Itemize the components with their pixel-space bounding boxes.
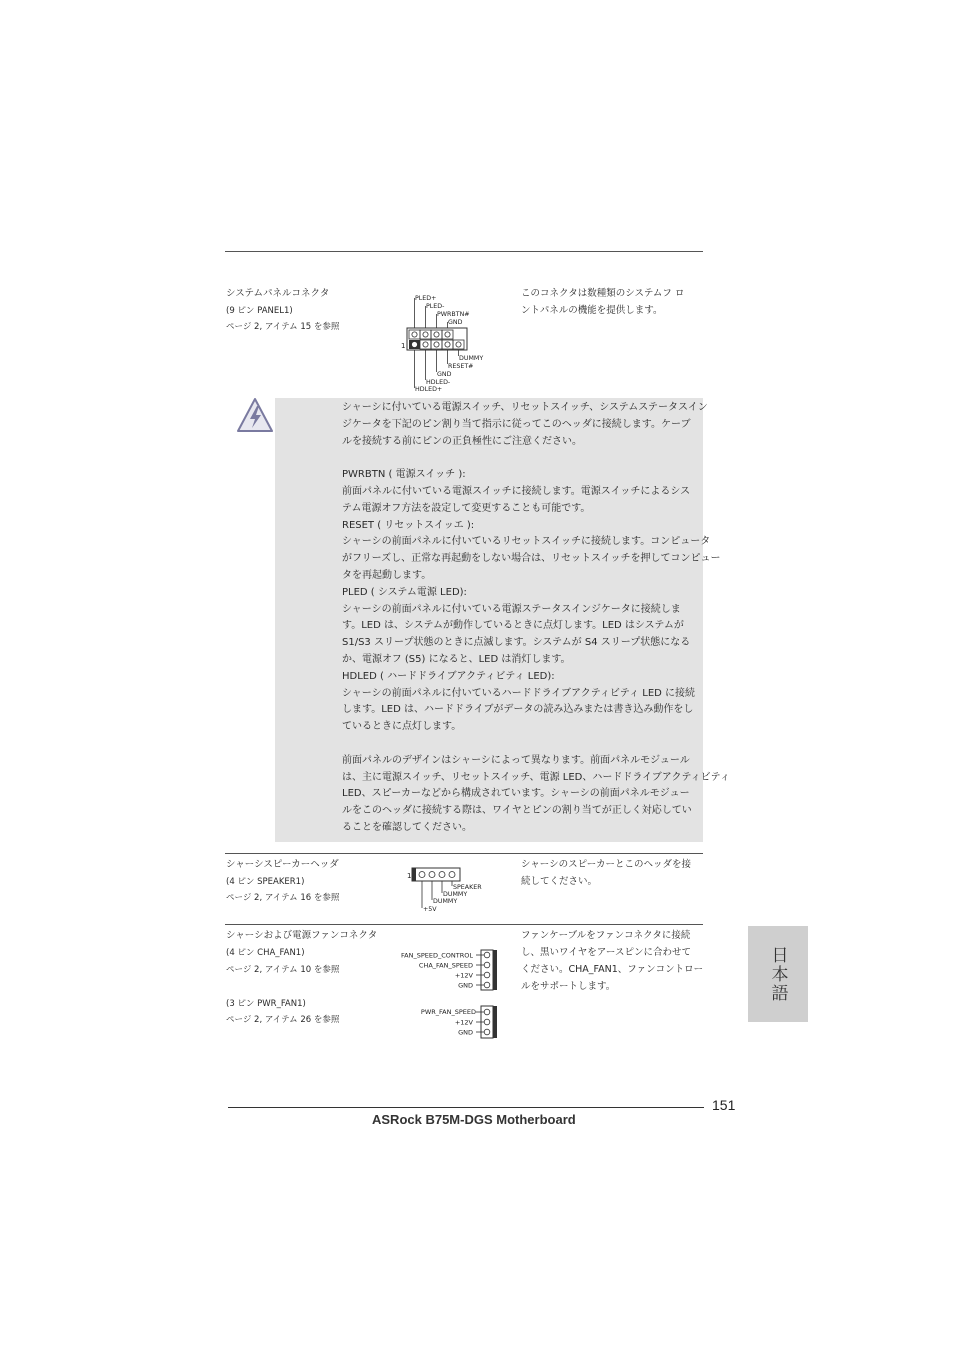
speaker-pin1-label: 1 xyxy=(407,872,412,880)
note-line: PWRBTN ( 電源スイッチ ): xyxy=(342,469,466,481)
fan-pins-2: (3 ピン PWR_FAN1) xyxy=(226,999,306,1009)
note-line: ルをこのヘッダに接続する際は、ワイヤとピンの割り当てが正しく対応してい xyxy=(342,805,692,817)
panel-pin1-label: 1 xyxy=(401,342,406,350)
note-line: HDLED ( ハードドライブアクティビティ LED): xyxy=(342,670,555,682)
page-number: 151 xyxy=(712,1097,736,1113)
fan-desc-1: ファンケーブルをファンコネクタに接続 xyxy=(521,930,691,941)
label-pwr-12v: +12V xyxy=(454,1018,473,1027)
note-line: ることを確認してください。 xyxy=(342,822,472,833)
note-line: は、主に電源スイッチ、リセットスイッチ、電源 LED、ハードドライブアクティビティ xyxy=(342,771,730,783)
note-line: 前面パネルに付いている電源スイッチに接続します。電源スイッチによるシス xyxy=(342,486,691,497)
fan-ref-2: ページ 2, アイテム 26 を参照 xyxy=(226,1015,340,1025)
speaker-ref: ページ 2, アイテム 16 を参照 xyxy=(226,893,340,903)
label-pwr-fan-speed: PWR_FAN_SPEED xyxy=(420,1008,476,1016)
note-line: RESET ( リセットスイッエ ): xyxy=(342,519,475,531)
note-line: タを再起動します。 xyxy=(342,570,432,581)
panel-desc-1: このコネクタは数種類のシステムフ ロ xyxy=(521,288,685,299)
panel-desc-2: ントパネルの機能を提供します。 xyxy=(521,305,663,316)
note-line: シャーシに付いている電源スイッチ、リセットスイッチ、システムステータスイン xyxy=(342,402,708,413)
panel-title: システムパネルコネクタ xyxy=(226,288,330,299)
fan-rule xyxy=(225,924,703,925)
label-reset: RESET# xyxy=(448,363,474,370)
note-line: シャーシの前面パネルに付いているハードドライブアクティビティ LED に接続 xyxy=(342,687,696,699)
note-line: シャーシの前面パネルに付いている電源ステータスインジケータに接続しま xyxy=(342,603,681,615)
label-dummy: DUMMY xyxy=(459,355,484,362)
note-line: ているときに点灯します。 xyxy=(342,721,462,733)
label-dummy-2: DUMMY xyxy=(433,898,458,905)
note-line: す。LED は、システムが動作しているときに点灯します。LED はシステムが xyxy=(342,620,684,632)
label-pled-minus: PLED- xyxy=(426,303,445,310)
label-5v: +5V xyxy=(423,906,437,913)
fan-title: シャーシおよび電源ファンコネクタ xyxy=(226,930,378,941)
speaker-pins: (4 ピン SPEAKER1) xyxy=(226,877,305,887)
label-gnd-top: GND xyxy=(448,319,463,326)
fan-desc-3: ください。CHA_FAN1、ファンコントロー xyxy=(521,964,704,975)
speaker-header-diagram xyxy=(404,864,494,916)
footer-rule xyxy=(228,1107,704,1108)
label-fan-speed-control: FAN_SPEED_CONTROL xyxy=(401,951,473,960)
fan-pins: (4 ピン CHA_FAN1) xyxy=(226,948,305,958)
speaker-desc-2: 続してください。 xyxy=(521,876,598,887)
label-cha-gnd: GND xyxy=(458,981,473,990)
panel-pins: (9 ピン PANEL1) xyxy=(226,306,293,316)
label-dummy-1: DUMMY xyxy=(443,891,468,898)
label-pwr-gnd: GND xyxy=(458,1028,473,1037)
speaker-rule xyxy=(225,853,703,854)
language-tab-label: 日本語 xyxy=(767,945,788,1003)
label-cha-12v: +12V xyxy=(454,971,473,980)
label-pled-plus: PLED+ xyxy=(415,295,437,302)
fan-desc-2: し、黒いワイヤをアースピンに合わせて xyxy=(521,947,691,958)
pwr-fan-diagram xyxy=(380,1004,500,1040)
note-line: シャーシの前面パネルに付いているリセットスイッチに接続します。コンピュータ xyxy=(342,536,711,548)
note-line: テム電源オフ方法を設定して変更することも可能です。 xyxy=(342,502,591,514)
label-hdled-minus: HDLED- xyxy=(426,379,451,386)
speaker-desc-1: シャーシのスピーカーとこのヘッダを接 xyxy=(521,859,692,870)
note-line: がフリーズし、正常な再起動をしない場合は、リセットスイッチを押してコンピュー xyxy=(342,553,721,565)
note-line: します。LED は、ハードドライブがデータの読み込みまたは書き込み動作をし xyxy=(342,704,694,716)
note-line: か、電源オフ (S5) になると、LED は消灯します。 xyxy=(342,654,571,665)
top-rule xyxy=(225,251,703,252)
note-line: 前面パネルのデザインはシャーシによって異なります。前面パネルモジュール xyxy=(342,754,690,766)
label-cha-fan-speed: CHA_FAN_SPEED xyxy=(418,961,473,970)
fan-desc-4: ルをサポートします。 xyxy=(521,981,616,992)
note-line: ジケータを下記のピン割り当て指示に従ってこのヘッダに接続します。ケーブ xyxy=(342,418,691,430)
note-line: LED、スピーカーなどから構成されています。シャーシの前面パネルモジュー xyxy=(342,788,690,800)
fan-ref: ページ 2, アイテム 10 を参照 xyxy=(226,965,340,975)
note-line: PLED ( システム電源 LED): xyxy=(342,586,467,598)
warning-icon xyxy=(235,396,275,436)
label-gnd-bottom: GND xyxy=(437,371,452,378)
note-line: S1/S3 スリープ状態のときに点滅します。システムが S4 スリープ状態になる xyxy=(342,637,691,649)
speaker-title: シャーシスピーカーヘッダ xyxy=(226,859,339,870)
language-tab xyxy=(748,926,808,1022)
note-line: ルを接続する前にピンの正負極性にご注意ください。 xyxy=(342,435,582,447)
label-speaker: SPEAKER xyxy=(453,884,482,891)
label-pwrbtn: PWRBTN# xyxy=(437,311,470,318)
label-hdled-plus: HDLED+ xyxy=(415,386,443,392)
panel-header-diagram xyxy=(398,290,498,392)
footer-title: ASRock B75M-DGS Motherboard xyxy=(372,1112,576,1127)
cha-fan-diagram xyxy=(380,946,500,992)
panel-ref: ページ 2, アイテム 15 を参照 xyxy=(226,322,340,332)
